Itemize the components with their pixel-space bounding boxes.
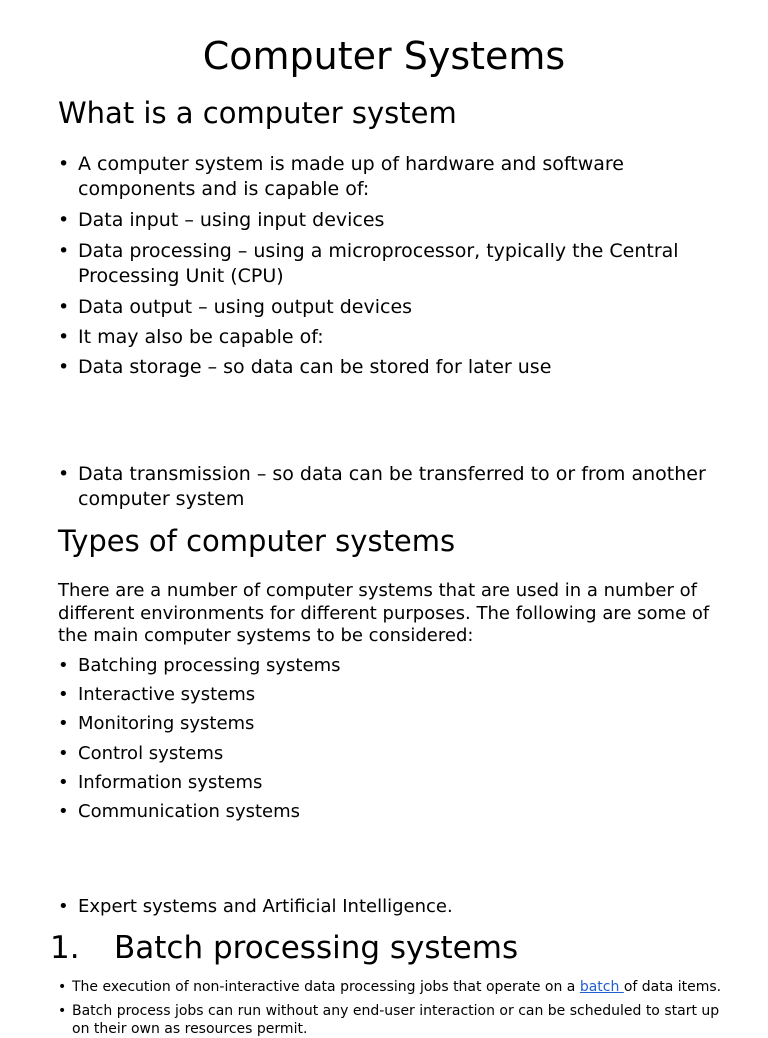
list-item	[58, 712, 718, 736]
section-heading-batch	[50, 926, 518, 970]
batch-link[interactable]: batch	[579, 979, 624, 995]
batch-text-before: The execution of non-interactive data processing jobs that operate on a	[72, 979, 580, 995]
list-item	[58, 978, 738, 996]
bullet-glyph: •	[58, 240, 70, 262]
list-item	[58, 355, 718, 380]
bullet-glyph: •	[58, 896, 69, 917]
list-item-text: Information systems	[78, 772, 263, 793]
list-item-text: It may also be capable of:	[78, 326, 324, 348]
bullet-glyph: •	[58, 772, 69, 793]
list-item-text: Batching processing systems	[78, 655, 341, 676]
list-item	[58, 152, 718, 202]
bullet-glyph: •	[58, 655, 69, 676]
section-number: 1.	[50, 930, 80, 966]
list-item-text: Data input – using input devices	[78, 209, 385, 231]
list-item	[58, 895, 718, 919]
list-item-text: Data processing – using a microprocessor, typically the Central Processing Unit (CPU)	[78, 240, 679, 287]
bullet-glyph: •	[58, 684, 69, 705]
section-heading-what-is: What is a computer system	[58, 96, 457, 130]
section-heading-types: Types of computer systems	[58, 524, 456, 558]
list-item-text: Data transmission – so data can be transferred to or from another computer system	[78, 463, 706, 510]
list-item-text: Data output – using output devices	[78, 296, 413, 318]
bullet-glyph: •	[58, 743, 69, 764]
list-item	[58, 654, 718, 678]
list-item	[58, 683, 718, 707]
list-item-text	[72, 978, 721, 996]
list-item	[58, 771, 718, 795]
batch-text-after: of data items.	[623, 979, 722, 995]
intro-paragraph: There are a number of computer systems that are used in a number of different environments for different purposes. The following are some of the main computer systems to be considered:	[58, 580, 710, 646]
list-item-text: Expert systems and Artificial Intelligence.	[78, 896, 453, 917]
bullet-glyph: •	[58, 801, 69, 822]
list-item	[58, 325, 718, 350]
bullet-glyph: •	[58, 296, 70, 318]
bullet-glyph: •	[58, 153, 70, 175]
list-item-text: Communication systems	[78, 801, 301, 822]
page-title: Computer Systems	[202, 34, 566, 78]
list-item	[58, 742, 718, 766]
bullet-glyph: •	[58, 713, 69, 734]
bullet-glyph: •	[58, 209, 70, 231]
list-item-text: Monitoring systems	[78, 713, 255, 734]
list-item-text: Data storage – so data can be stored for later use	[78, 356, 552, 378]
bullet-glyph: •	[58, 356, 70, 378]
section-heading-text: Batch processing systems	[114, 930, 519, 966]
list-item	[58, 208, 718, 233]
list-item	[58, 800, 718, 824]
list-item-text: Batch process jobs can run without any end-user interaction or can be scheduled to start up on their own as resources permit.	[72, 1003, 720, 1037]
list-item	[58, 1002, 738, 1038]
bullet-glyph: •	[58, 979, 67, 995]
list-item-text: Control systems	[78, 743, 224, 764]
list-item	[58, 462, 718, 512]
bullet-glyph: •	[58, 463, 70, 485]
list-item-text: Interactive systems	[78, 684, 256, 705]
list-item	[58, 295, 718, 320]
bullet-glyph: •	[58, 1003, 67, 1019]
list-item	[58, 239, 718, 289]
bullet-glyph: •	[58, 326, 70, 348]
list-item-text: A computer system is made up of hardware and software components and is capable of:	[78, 153, 624, 200]
